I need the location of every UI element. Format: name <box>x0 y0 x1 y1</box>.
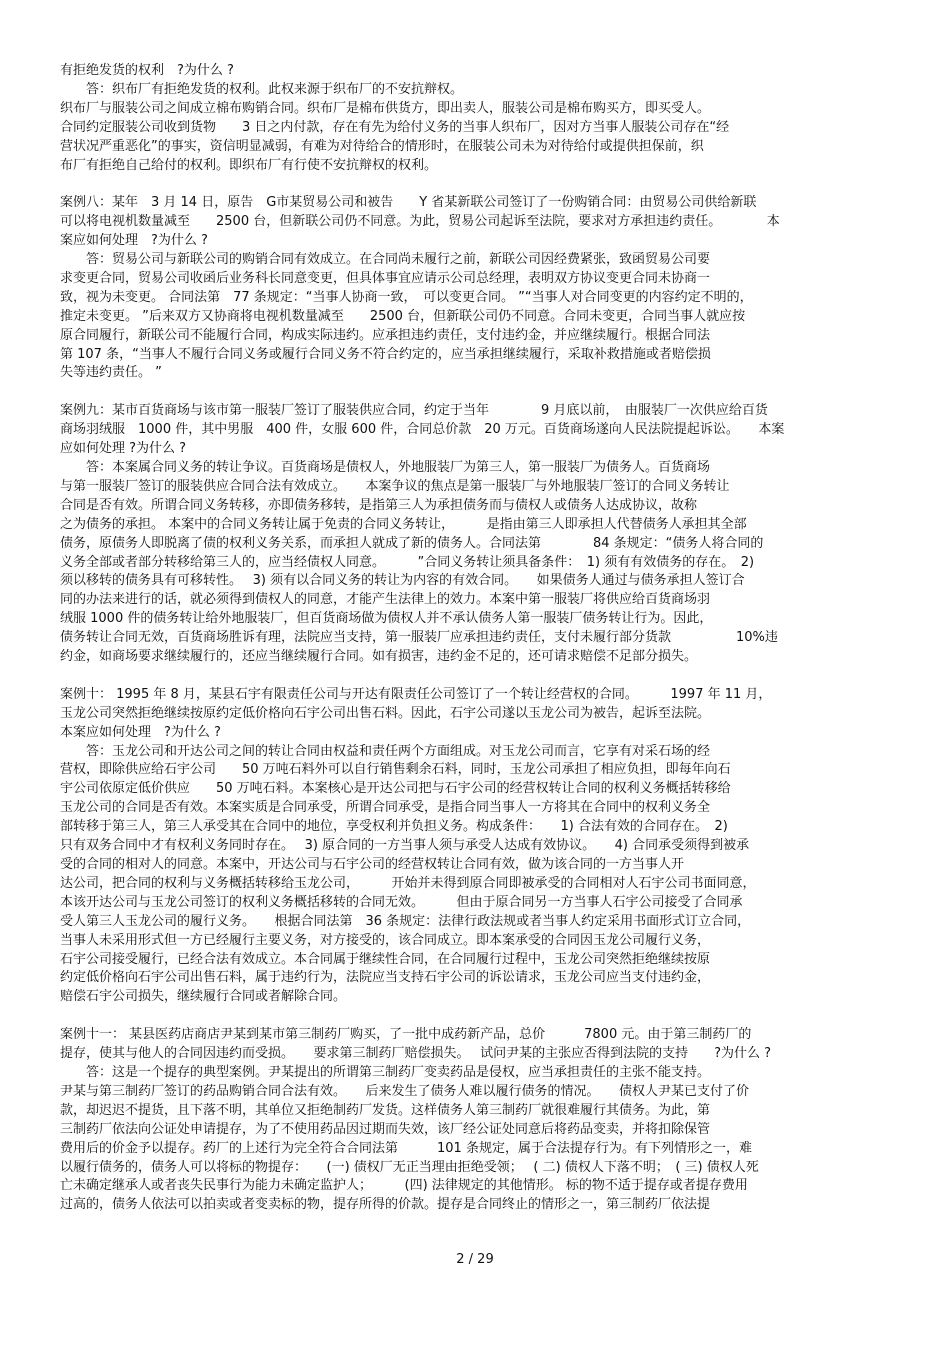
text-line: 求变更合同，贸易公司收函后业务科长同意变更，但具体事宜应请示公司总经理，表明双方协议变更合同未协商一 <box>60 270 711 286</box>
text-line: 宇公司依原定低价供应 50 万吨石料。本案核心是开达公司把与石宇公司的经营权转让合同的权利义务概括转移给 <box>60 781 731 797</box>
text-line: 绒服 1000 件的债务转让给外地服装厂，但百货商场做为债权人并不承认债务人第一服装厂债务转让行为。因此， <box>60 611 713 627</box>
paragraph-gap <box>60 667 892 686</box>
text-line: 合同是否有效。所谓合同义务转移，亦即债务移转，是指第三人为承担债务而与债权人或债务人达成协议，故称 <box>60 497 698 513</box>
text-line: 案应如何处理 ?为什么 ? <box>60 233 208 249</box>
text-line: 提存，使其与他人的合同因违约而受损。 要求第三制药厂赔偿损失。 试问尹某的主张应否得到法院的支持 ?为什么 ? <box>60 1046 772 1062</box>
text-line: 义务全部或者部分转移给第三人的，应当经债权人同意。 ”合同义务转让须具备条件： 1) 须有有效债务的存在。 2) <box>60 554 755 570</box>
text-line: 达公司，把合同的权利与义务概括转移给玉龙公司， 开始并未得到原合同即被承受的合同相对人石宇公司书面同意， <box>60 875 756 891</box>
text-line: 玉龙公司的合同是否有效。本案实质是合同承受，所谓合同承受，是指合同当事人一方将其在合同中的权利义务全 <box>60 800 711 816</box>
text-line: 答：本案属合同义务的转让争议。百货商场是债权人，外地服装厂为第三人，第一服装厂为债务人。百货商场 <box>60 460 711 475</box>
text-line: 债务转让合同无效，百货商场胜诉有理，法院应当支持，第一服装厂应承担违约责任，支付未履行部分货款 10%违 <box>60 630 778 646</box>
text-line: 答：这是一个提存的典型案例。尹某提出的所谓第三制药厂变卖药品是侵权，应当承担责任的主张不能支持。 <box>60 1064 711 1080</box>
text-line: 三制药厂依法向公证处申请提存，为了不使用药品因过期而失效，该厂经公证处同意后将药品变卖，并将扣除保管 <box>60 1121 711 1137</box>
text-line: 营权，即除供应给石宇公司 50 万吨石料外可以自行销售剩余石料，同时，玉龙公司承担了相应负担，即每年向石 <box>60 762 731 778</box>
text-line: 当事人未采用形式但一方已经履行主要义务，对方接受的，该合同成立。即本案承受的合同因玉龙公司履行义务， <box>60 932 711 948</box>
text-line: 本案应如何处理 ?为什么 ? <box>60 724 221 740</box>
document-body <box>60 62 892 1215</box>
text-line: 案例九：某市百货商场与该市第一服装厂签订了服装供应合同，约定于当年 9 月底以前， 由服装厂一次供应给百货 <box>60 403 768 419</box>
paragraph-gap <box>60 1007 892 1026</box>
text-line: 致，视为未变更。 合同法第 77 条规定：“当事人协商一致， 可以变更合同。 ”“当事人对合同变更的内容约定不明的， <box>60 289 753 305</box>
text-line: 织布厂与服装公司之间成立棉布购销合同。织布厂是棉布供货方，即出卖人，服装公司是棉布购买方，即买受人。 <box>60 100 711 116</box>
text-line: 以履行债务的，债务人可以将标的物提存： (一) 债权厂无正当理由拒绝受领； ( 二) 债权人下落不明； ( 三) 债权人死 <box>60 1159 759 1175</box>
page-number: 2 / 29 <box>456 1252 494 1267</box>
text-line: 合同约定服装公司收到货物 3 日之内付款，存在有先为给付义务的当事人织布厂，因对方当事人服装公司存在“经 <box>60 119 730 135</box>
text-line: 可以将电视机数量减至 2500 台，但新联公司仍不同意。为此，贸易公司起诉至法院，要求对方承担违约责任。 本 <box>60 214 780 230</box>
text-line: 答：玉龙公司和开达公司之间的转让合同由权益和责任两个方面组成。对玉龙公司而言，它享有对采石场的经 <box>60 743 711 759</box>
paragraph-gap <box>60 383 892 402</box>
text-line: 案例八：某年 3 月 14 日，原告 G市某贸易公司和被告 Y 省某新联公司签订了一份购销合同：由贸易公司供给新联 <box>60 195 757 211</box>
text-line: 与第一服装厂签订的服装供应合同合法有效成立。 本案争议的焦点是第一服装厂与外地服装厂签订的合同义务转让 <box>60 478 730 494</box>
text-line: 过高的，债务人依法可以拍卖或者变卖标的物，提存所得的价款。提存是合同终止的情形之一，第三制药厂依法提 <box>60 1197 711 1213</box>
text-line: 约金，如商场要求继续履行的，还应当继续履行合同。如有损害，违约金不足的，还可请求赔偿不足部分损失。 <box>60 649 698 665</box>
text-line: 须以移转的债务具有可移转性。 3) 须有以合同义务的转让为内容的有效合同。 如果债务人通过与债务承担人签订合 <box>60 573 745 589</box>
text-line: 布厂有拒绝自己给付的权利。即织布厂有行使不安抗辩权的权利。 <box>60 157 438 173</box>
text-line: 推定未变更。 ”后来双方又协商将电视机数量减至 2500 台，但新联公司仍不同意。合同未变更，合同当事人就应按 <box>60 308 746 324</box>
text-line: 石宇公司接受履行，已经合法有效成立。本合同属于继续性合同，在合同履行过程中，玉龙公司突然拒绝继续按原 <box>60 951 711 967</box>
text-line: 应如何处理 ?为什么 ? <box>60 441 187 457</box>
text-line: 玉龙公司突然拒绝继续按原约定低价格向石宇公司出售石料。因此，石宇公司遂以玉龙公司为被告，起诉至法院。 <box>60 705 711 721</box>
text-line: 债务，原债务人即脱离了债的权利义务关系，而承担人就成了新的债务人。合同法第 84 条规定：“债务人将合同的 <box>60 535 764 551</box>
text-line: 约定低价格向石宇公司出售石料，属于违约行为，法院应当支持石宇公司的诉讼请求，玉龙公司应当支付违约金， <box>60 970 711 986</box>
text-line: 原合同履行，新联公司不能履行合同，构成实际违约。应承担违约责任，支付违约金，并应继续履行。根据合同法 <box>60 327 711 343</box>
text-line: 受人第三人玉龙公司的履行义务。 根据合同法第 36 条规定：法律行政法规或者当事人约定采用书面形式订立合同， <box>60 913 751 929</box>
text-line: 赔偿石宇公司损失，继续履行合同或者解除合同。 <box>60 989 347 1005</box>
text-line: 商场羽绒服 1000 件，其中男服 400 件，女服 600 件，合同总价款 20 万元。百货商场遂向人民法院提起诉讼。 本案 <box>60 422 785 438</box>
text-line: 营状况严重恶化”的事实，资信明显减弱，有难为对待给合的情形时，在服装公司未为对待给付或提供担保前，织 <box>60 138 704 154</box>
text-line: 答：贸易公司与新联公司的购销合同有效成立。在合同尚未履行之前，新联公司因经费紧张，致函贸易公司要 <box>60 252 711 268</box>
text-line: 只有双务合同中才有权利义务同时存在。 3) 原合同的一方当事人须与承受人达成有效协议。 4) 合同承受须得到被承 <box>60 838 750 854</box>
text-line: 之为债务的承担。 本案中的合同义务转让属于免责的合同义务转让， 是指由第三人即承担人代替债务人承担其全部 <box>60 516 747 532</box>
text-line: 受的合同的相对人的同意。本案中，开达公司与石宇公司的经营权转让合同有效，做为该合同的一方当事人开 <box>60 857 685 873</box>
text-line: 亡未确定继承人或者丧失民事行为能力未确定监护人； (四) 法律规定的其他情形。 标的物不适于提存或者提存费用 <box>60 1178 748 1194</box>
text-line: 部转移于第三人，第三人承受其在合同中的地位，享受权利并负担义务。构成条件： 1) 合法有效的合同存在。 2) <box>60 819 728 835</box>
text-line: 有拒绝发货的权利 ?为什么 ? <box>60 63 234 78</box>
text-line: 款，却迟迟不提货，且下落不明，其单位又拒绝制药厂发货。这样债务人第三制药厂就很难履行其债务。为此，第 <box>60 1102 711 1118</box>
text-line: 同的办法来进行的话，就必须得到债权人的同意，才能产生法律上的效力。本案中第一服装厂将供应给百货商场羽 <box>60 592 711 608</box>
text-line: 案例十： 1995 年 8 月，某县石宇有限责任公司与开达有限责任公司签订了一个转让经营权的合同。 1997 年 11 月， <box>60 686 772 702</box>
text-line: 尹某与第三制药厂签订的药品购销合同合法有效。 后来发生了债务人难以履行债务的情况。 债权人尹某已支付了价 <box>60 1083 750 1099</box>
text-line: 失等违约责任。 ” <box>60 365 162 381</box>
text-line: 答：织布厂有拒绝发货的权利。此权来源于织布厂的不安抗辩权。 <box>60 81 464 97</box>
text-line: 费用后的价金予以提存。药厂的上述行为完全符合合同法第 101 条规定，属于合法提存行为。有下列情形之一，难 <box>60 1140 752 1156</box>
text-line: 第 107 条，“当事人不履行合同义务或履行合同义务不符合约定的，应当承担继续履行，采取补救措施或者赔偿损 <box>60 346 711 362</box>
text-line: 案例十一： 某县医药店商店尹某到某市第三制药厂购买，了一批中成药新产品，总价 7800 元。由于第三制药厂的 <box>60 1027 752 1043</box>
text-line: 本该开达公司与玉龙公司签订的权利义务概括移转的合同无效。 但由于原合同另一方当事人石宇公司接受了合同承 <box>60 894 743 910</box>
paragraph-gap <box>60 175 892 194</box>
